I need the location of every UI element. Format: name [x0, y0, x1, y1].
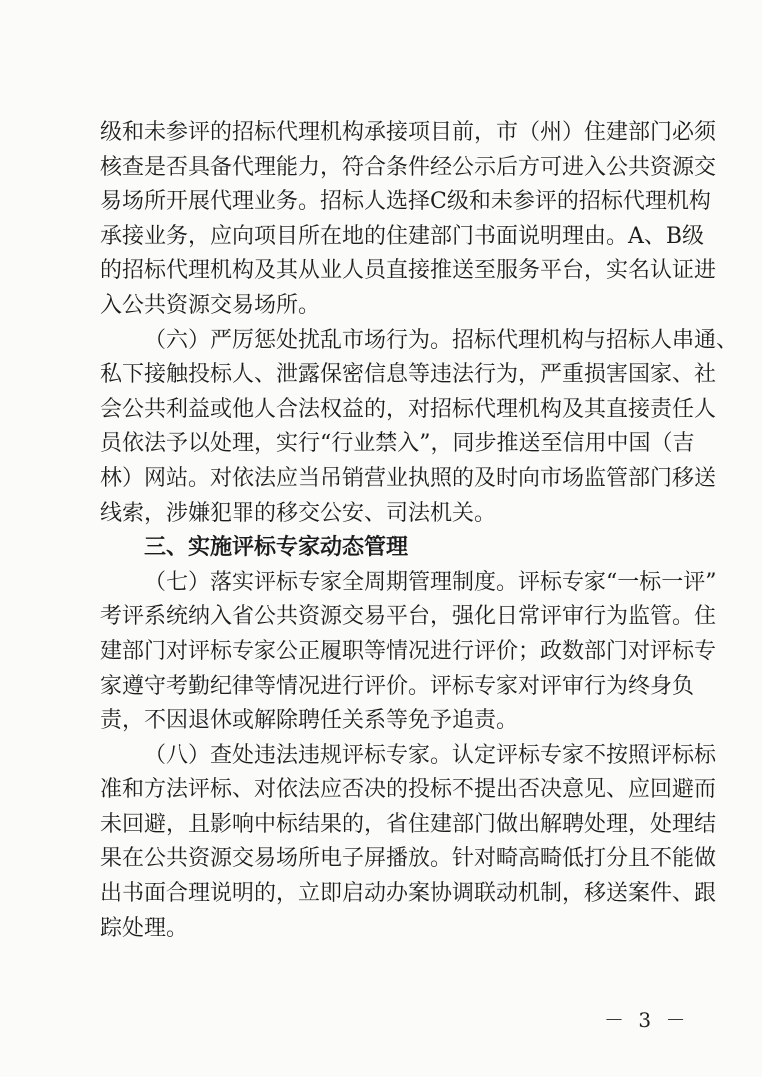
text-line: 承接业务，应向项目所在地的住建部门书面说明理由。A、B级	[100, 223, 705, 249]
text-line: 会公共利益或他人合法权益的，对招标代理机构及其直接责任人	[100, 396, 717, 422]
text-line: 线索，涉嫌犯罪的移交公安、司法机关。	[100, 500, 497, 526]
document-body	[100, 116, 739, 946]
text-line: 未回避，且影响中标结果的，省住建部门做出解聘处理，处理结	[100, 811, 717, 837]
text-line: 入公共资源交易场所。	[100, 292, 321, 318]
text-line: 果在公共资源交易场所电子屏播放。针对畸高畸低打分且不能做	[100, 846, 717, 872]
text-line: 准和方法评标、对依法应否决的投标不提出否决意见、应回避而	[100, 777, 717, 803]
paragraph-seven	[100, 566, 717, 739]
paragraph-eight	[100, 739, 717, 947]
page-number: － 3 －	[604, 1008, 690, 1032]
text-line: 踪处理。	[100, 915, 189, 941]
text-line: 的招标代理机构及其从业人员直接推送至服务平台，实名认证进	[100, 258, 717, 284]
text-line: 私下接触投标人、泄露保密信息等违法行为，严重损害国家、社	[100, 362, 717, 388]
text-line: 家遵守考勤纪律等情况进行评价。评标专家对评审行为终身负	[100, 673, 695, 699]
text-line: 级和未参评的招标代理机构承接项目前，市（州）住建部门必须	[100, 120, 717, 145]
text-line: 林）网站。对依法应当吊销营业执照的及时向市场监管部门移送	[100, 465, 717, 491]
text-line: （七）落实评标专家全周期管理制度。评标专家“一标一评”	[144, 569, 717, 595]
text-line: 易场所开展代理业务。招标人选择C级和未参评的招标代理机构	[100, 189, 711, 215]
text-line: （八）查处违法违规评标专家。认定评标专家不按照评标标	[144, 742, 717, 768]
text-line: 责，不因退休或解除聘任关系等免予追责。	[100, 708, 519, 734]
paragraph-six	[100, 324, 739, 532]
text-line: （六）严厉惩处扰乱市场行为。招标代理机构与招标人串通、	[144, 327, 739, 353]
text-line: 出书面合理说明的，立即启动办案协调联动机制，移送案件、跟	[100, 881, 717, 907]
paragraph-agency-admission	[100, 116, 717, 324]
text-line: 建部门对评标专家公正履职等情况进行评价；政数部门对评标专	[100, 638, 717, 664]
text-line: 考评系统纳入省公共资源交易平台，强化日常评审行为监管。住	[100, 604, 717, 630]
text-line: 员依法予以处理，实行“行业禁入”，同步推送至信用中国（吉	[100, 431, 695, 457]
section-heading: 三、实施评标专家动态管理	[144, 535, 409, 561]
text-line: 核查是否具备代理能力，符合条件经公示后方可进入公共资源交	[100, 154, 717, 180]
